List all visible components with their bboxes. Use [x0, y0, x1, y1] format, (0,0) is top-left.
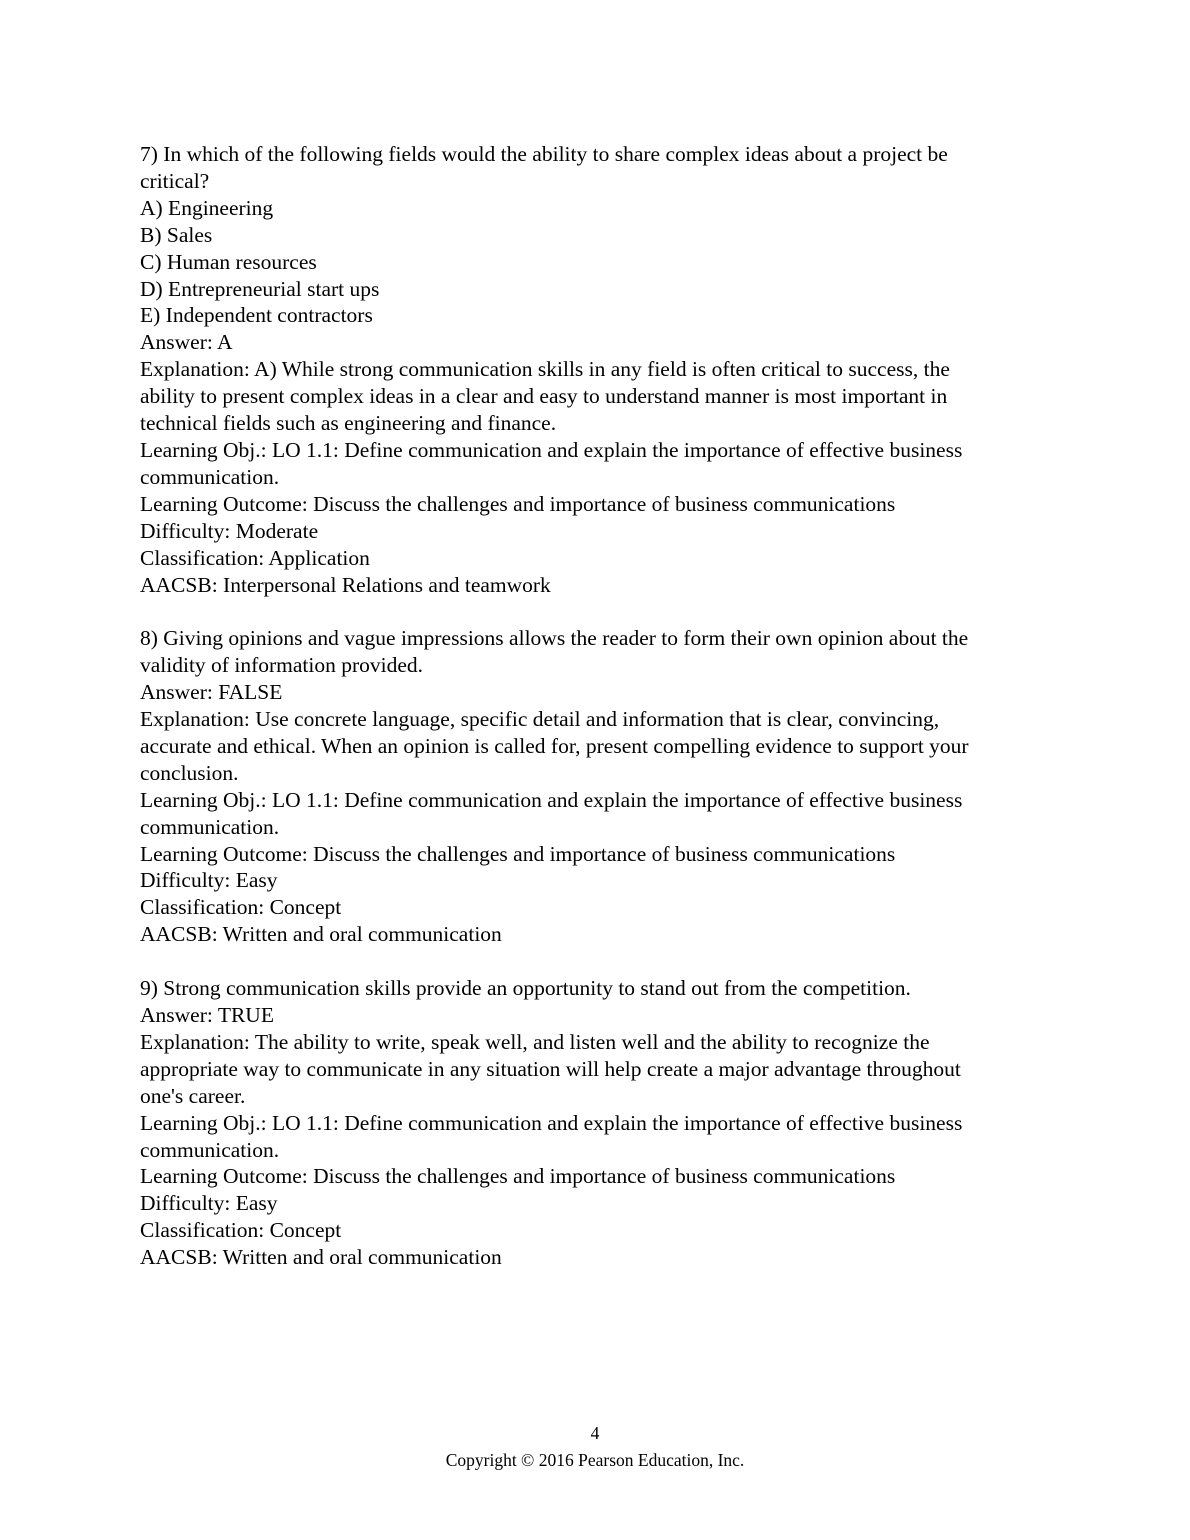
text-line: Learning Outcome: Discuss the challenges and importance of business communications — [140, 841, 896, 866]
text-line: Explanation: Use concrete language, specific detail and information that is clear, convincing, — [140, 707, 940, 732]
text-line: Answer: TRUE — [140, 1002, 274, 1027]
text-line: Learning Outcome: Discuss the challenges and importance of business communications — [140, 491, 896, 516]
text-line: conclusion. — [140, 760, 239, 785]
text-line: Classification: Concept — [140, 1218, 342, 1243]
text-line: AACSB: Interpersonal Relations and teamwork — [140, 572, 551, 597]
text-line: communication. — [140, 464, 280, 489]
question-block — [140, 141, 1060, 598]
text-line: Learning Obj.: LO 1.1: Define communication and explain the importance of effective business — [140, 1110, 963, 1135]
text-line: Learning Obj.: LO 1.1: Define communication and explain the importance of effective business — [140, 437, 963, 462]
text-line: A) Engineering — [140, 195, 274, 220]
text-line: Answer: A — [140, 330, 233, 355]
text-line: D) Entrepreneurial start ups — [140, 276, 380, 301]
text-line: Difficulty: Easy — [140, 1191, 278, 1216]
text-line: Learning Obj.: LO 1.1: Define communication and explain the importance of effective business — [140, 787, 963, 812]
text-line: accurate and ethical. When an opinion is called for, present compelling evidence to support your — [140, 733, 969, 758]
text-line: technical fields such as engineering and finance. — [140, 411, 557, 436]
text-line: B) Sales — [140, 222, 213, 247]
copyright-notice: Copyright © 2016 Pearson Education, Inc. — [445, 1450, 745, 1470]
text-line: E) Independent contractors — [140, 303, 373, 328]
text-line: AACSB: Written and oral communication — [140, 1245, 502, 1270]
text-line: Explanation: The ability to write, speak well, and listen well and the ability to recognize the — [140, 1029, 930, 1054]
question-block — [140, 625, 1060, 948]
question-block — [140, 975, 1060, 1271]
text-line: ability to present complex ideas in a clear and easy to understand manner is most important in — [140, 384, 948, 409]
text-line: Difficulty: Easy — [140, 868, 278, 893]
text-line: Classification: Concept — [140, 895, 342, 920]
text-line: Answer: FALSE — [140, 680, 283, 705]
text-line: appropriate way to communicate in any situation will help create a major advantage throughout — [140, 1056, 961, 1081]
page-content — [140, 141, 1060, 1298]
page-number: 4 — [590, 1423, 600, 1443]
text-line: Difficulty: Moderate — [140, 518, 319, 543]
text-line: one's career. — [140, 1083, 246, 1108]
text-line: 7) In which of the following fields would the ability to share complex ideas about a project be — [140, 142, 948, 166]
text-line: Explanation: A) While strong communication skills in any field is often critical to success, the — [140, 357, 950, 382]
text-line: 8) Giving opinions and vague impressions allows the reader to form their own opinion about the — [140, 626, 969, 651]
text-line: 9) Strong communication skills provide an opportunity to stand out from the competition. — [140, 976, 911, 1001]
text-line: AACSB: Written and oral communication — [140, 922, 502, 947]
text-line: validity of information provided. — [140, 653, 424, 678]
text-line: Classification: Application — [140, 545, 370, 570]
text-line: Learning Outcome: Discuss the challenges and importance of business communications — [140, 1164, 896, 1189]
text-line: communication. — [140, 1137, 280, 1162]
text-line: communication. — [140, 814, 280, 839]
text-line: critical? — [140, 168, 210, 193]
text-line: C) Human resources — [140, 249, 317, 274]
